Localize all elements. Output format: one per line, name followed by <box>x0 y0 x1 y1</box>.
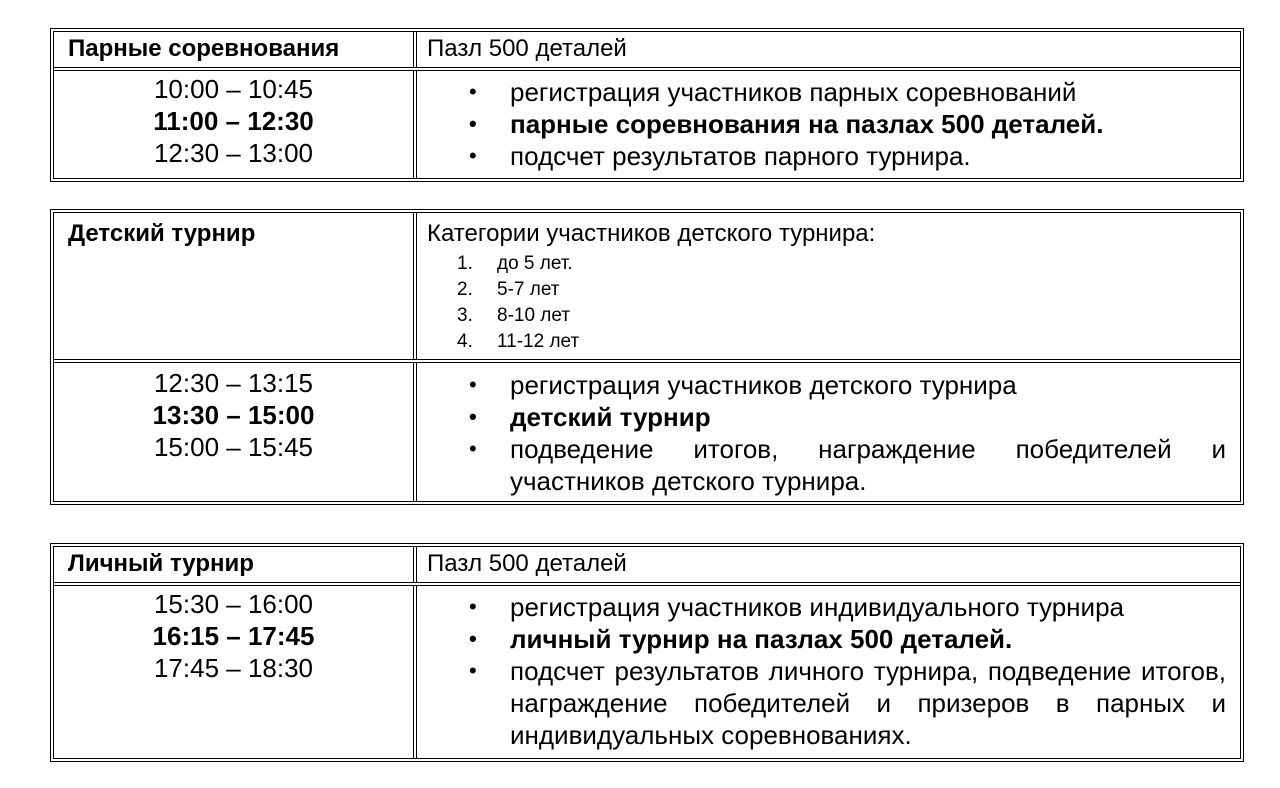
section-description: Пазл 500 деталей <box>427 550 627 577</box>
table-header-row <box>54 547 1240 582</box>
time-column <box>54 363 417 501</box>
list-item-main: • детский турнир <box>417 401 1240 433</box>
list-item: • регистрация участников индивидуального турнира <box>417 591 1240 623</box>
table-body-row <box>54 582 1240 758</box>
schedule-table-individual <box>50 543 1244 762</box>
time-column <box>54 71 417 178</box>
section-description: Категории участников детского турнира: <box>427 220 876 247</box>
section-description: Пазл 500 деталей <box>427 35 627 62</box>
list-item: • регистрация участников парных соревнований <box>417 76 1240 108</box>
time-slot: 15:30 – 16:00 <box>153 589 314 619</box>
category-item: 4. 11-12 лет <box>457 331 580 352</box>
list-item-main: • парные соревнования на пазлах 500 деталей. <box>417 108 1240 140</box>
time-slot: 10:00 – 10:45 <box>153 74 314 104</box>
time-slot: 12:30 – 13:00 <box>153 138 314 168</box>
schedule-table-pairs <box>50 28 1244 182</box>
list-item: • подсчет результатов парного турнира. <box>417 140 1240 172</box>
schedule-table-children <box>50 209 1244 505</box>
section-label: Парные соревнования <box>54 32 417 67</box>
table-body-row <box>54 359 1240 501</box>
section-label: Личный турнир <box>54 547 417 582</box>
list-item: • подведение итогов, награждение победителей и участников детского турнира. <box>417 433 1240 497</box>
time-slot: 12:30 – 13:15 <box>153 368 314 398</box>
time-slot: 17:45 – 18:30 <box>153 653 314 683</box>
table-header-row <box>54 32 1240 67</box>
section-label: Детский турнир <box>54 213 417 359</box>
activity-column <box>417 586 1240 758</box>
activity-column <box>417 363 1240 501</box>
time-slot-main: 16:15 – 17:45 <box>152 621 315 651</box>
category-item: 3. 8-10 лет <box>457 305 571 326</box>
table-header-row <box>54 213 1240 359</box>
activity-column <box>417 71 1240 178</box>
time-slot-main: 11:00 – 12:30 <box>153 106 314 136</box>
table-body-row <box>54 67 1240 178</box>
time-column <box>54 586 417 758</box>
categories-cell <box>417 213 1240 359</box>
time-slot-main: 13:30 – 15:00 <box>152 400 315 430</box>
list-item: • регистрация участников детского турнира <box>417 369 1240 401</box>
list-item: • подсчет результатов личного турнира, подведение итогов, награждение победителей и призеров в парных и индивидуальных соревнованиях. <box>417 655 1240 751</box>
time-slot: 15:00 – 15:45 <box>153 432 314 462</box>
category-item: 2. 5-7 лет <box>457 279 560 300</box>
category-item: 1. до 5 лет. <box>457 253 573 274</box>
list-item-main: • личный турнир на пазлах 500 деталей. <box>417 623 1240 655</box>
categories-list <box>417 251 1240 355</box>
